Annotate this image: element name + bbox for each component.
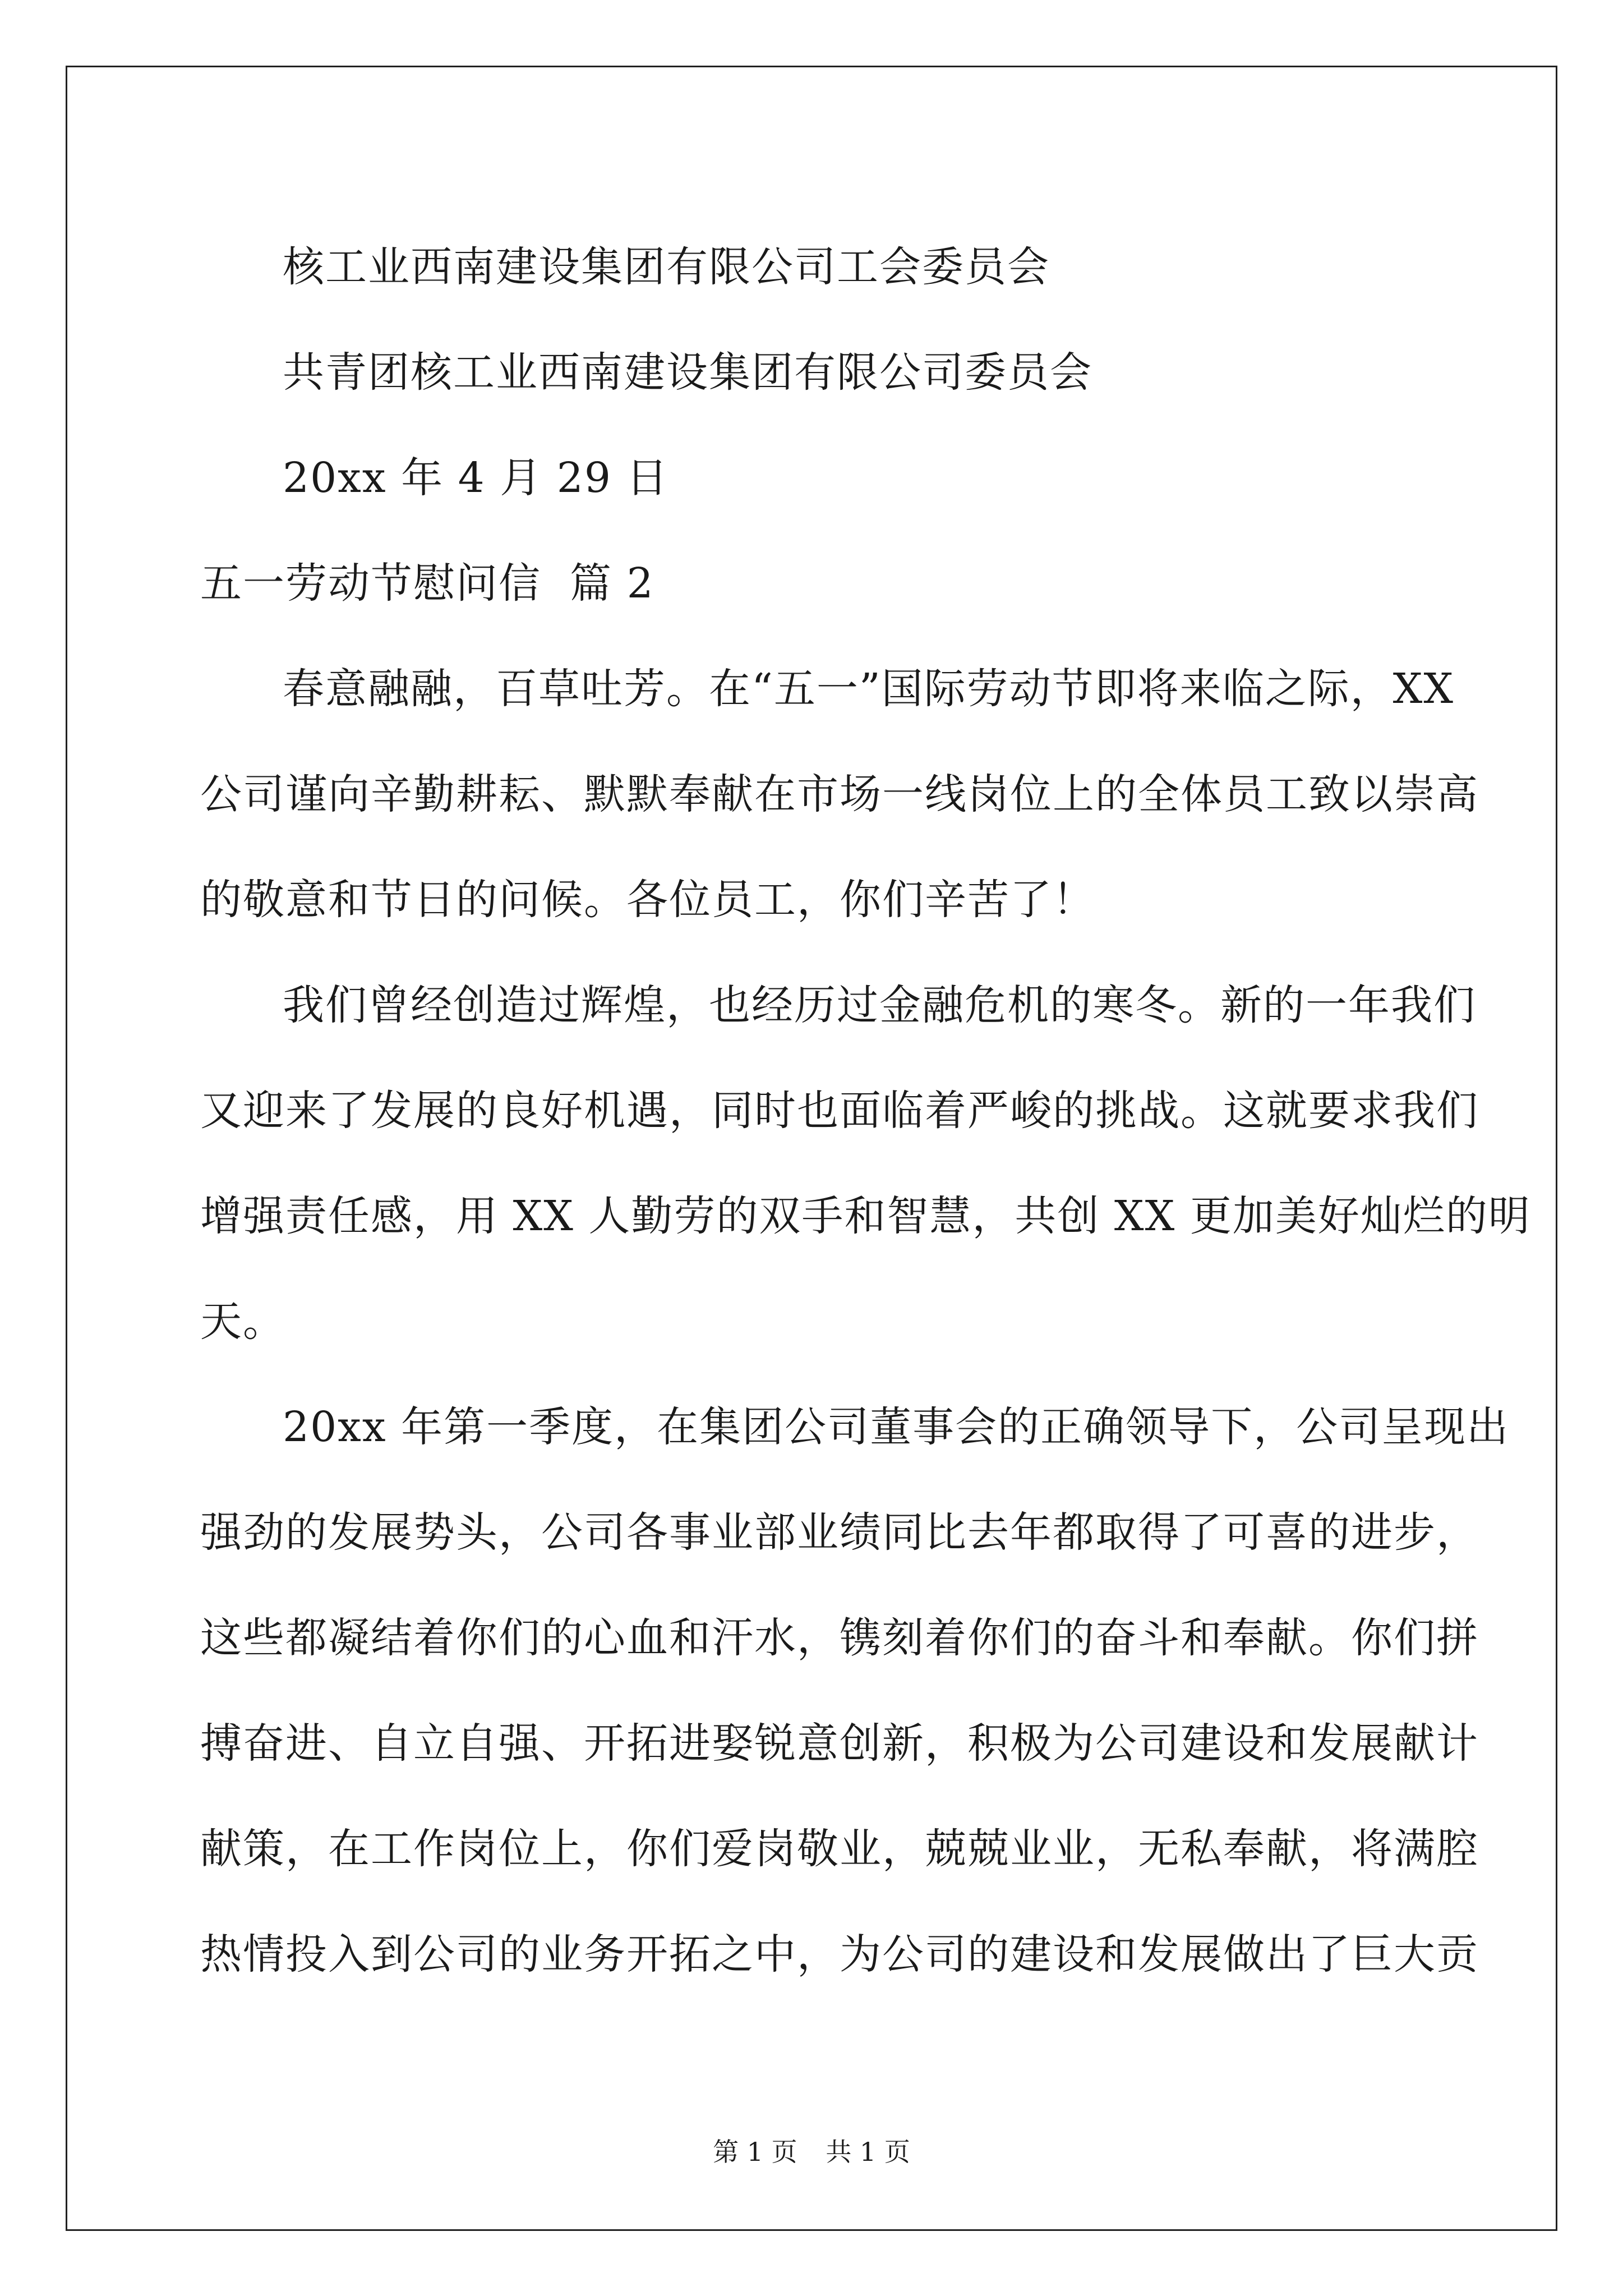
paragraph-2 xyxy=(200,953,1531,1374)
paragraph-line: 搏奋进、自立自强、开拓进娶锐意创新，积极为公司建设和发展献计 xyxy=(200,1719,1479,1768)
paragraph-line: 春意融融，百草吐芳。在“五一”国际劳动节即将来临之际，XX xyxy=(283,665,1455,713)
paragraph-line: 天。 xyxy=(200,1297,285,1346)
page-footer xyxy=(0,2132,1623,2169)
document-body xyxy=(200,214,1531,2007)
paragraph-line: 献策，在工作岗位上，你们爱岗敬业，兢兢业业，无私奉献，将满腔 xyxy=(200,1825,1479,1873)
paragraph-line: 我们曾经创造过辉煌，也经历过金融危机的寒冬。新的一年我们 xyxy=(283,981,1476,1029)
paragraph-line: 增强责任感，用 XX 人勤劳的双手和智慧，共创 XX 更加美好灿烂的明 xyxy=(200,1192,1531,1240)
paragraph-line: 热情投入到公司的业务开拓之中，为公司的建设和发展做出了巨大贡 xyxy=(200,1930,1479,1978)
paragraph-3 xyxy=(200,1374,1510,2007)
paragraph-line: 这些都凝结着你们的心血和汗水，镌刻着你们的奋斗和奉献。你们拼 xyxy=(200,1614,1479,1662)
paragraph-line: 的敬意和节日的问候。各位员工，你们辛苦了！ xyxy=(200,876,1095,924)
signature-youth-league: 共青团核工业西南建设集团有限公司委员会 xyxy=(283,348,1092,397)
page-number: 第 1 页 xyxy=(713,2137,797,2167)
section-heading: 五一劳动节慰问信 篇 2 xyxy=(200,559,654,608)
paragraph-line: 强劲的发展势头，公司各事业部业绩同比去年都取得了可喜的进步， xyxy=(200,1508,1479,1557)
paragraph-1 xyxy=(200,636,1479,953)
signature-union: 核工业西南建设集团有限公司工会委员会 xyxy=(283,243,1050,291)
paragraph-line: 20xx 年第一季度，在集团公司董事会的正确领导下，公司呈现出 xyxy=(283,1403,1510,1451)
paragraph-line: 公司谨向辛勤耕耘、默默奉献在市场一线岗位上的全体员工致以崇高 xyxy=(200,770,1479,818)
paragraph-line: 又迎来了发展的良好机遇，同时也面临着严峻的挑战。这就要求我们 xyxy=(200,1087,1479,1135)
letter-date: 20xx 年 4 月 29 日 xyxy=(283,454,669,502)
page-total: 共 1 页 xyxy=(826,2137,910,2167)
